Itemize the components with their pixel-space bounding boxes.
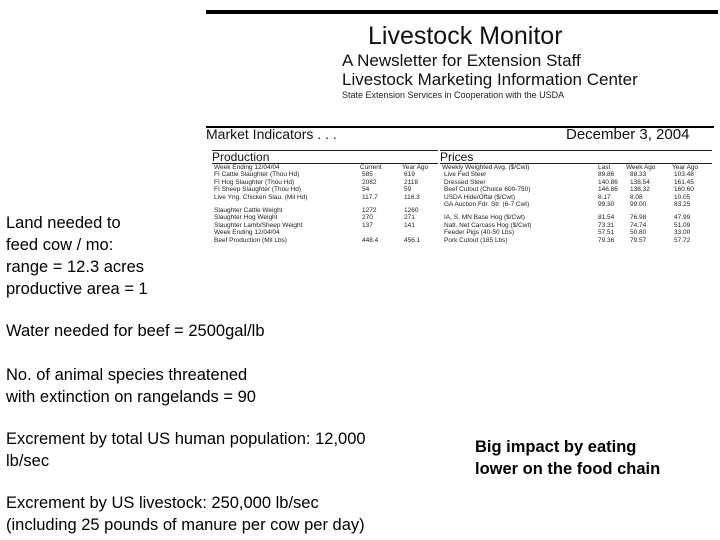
production-column-headers: Week Ending 12/04/04 Current Year Ago	[214, 164, 429, 171]
prices-row: Natl. Net Carcass Hog ($/Cwt) 73.31 74.74 51.09	[444, 221, 691, 229]
impact-line: lower on the food chain	[475, 460, 661, 478]
newsletter-date: December 3, 2004	[566, 126, 690, 143]
impact-line: Big impact by eating	[475, 438, 637, 456]
production-row: Beef Production (Mil Lbs) 448.4 456.1	[214, 236, 421, 244]
prices-table	[440, 150, 712, 278]
prices-row: Dressed Steer 140.86 138.54 161.45	[444, 178, 694, 186]
prices-column-headers: Weekly Weighted Avg. ($/Cwt) Last Week Ago Year Ago	[442, 164, 699, 171]
land-line: productive area = 1	[6, 280, 148, 298]
newsletter-center-name: Livestock Marketing Information Center	[342, 70, 638, 89]
species-line: No. of animal species threatened	[6, 366, 248, 384]
header-rule	[206, 10, 718, 14]
prices-row: Beef Cutout (Choice 600-750) 146.86 138.32 160.60	[444, 186, 694, 194]
big-impact-callout	[475, 436, 660, 480]
species-threatened-block	[6, 364, 256, 408]
prices-row: Feeder Pigs (40-50 Lbs) 57.51 50.80 33.00	[444, 229, 691, 237]
land-line: feed cow / mo:	[6, 236, 114, 254]
market-indicators-label: Market Indicators . . .	[206, 126, 337, 142]
prices-row: Pork Cutout (185 Lbs) 79.36 79.57 57.72	[444, 236, 691, 244]
prices-row: GA Auction Fdr. Str. (6-7 Cwt) 99.30 99.00 83.25	[444, 200, 691, 208]
prices-row: Live Fed Steer 89.86 88.33 103.48	[444, 171, 694, 179]
land-line: range = 12.3 acres	[6, 258, 145, 276]
species-line: with extinction on rangelands = 90	[6, 388, 256, 406]
human-excrement-block	[6, 428, 366, 472]
water-needed-text: Water needed for beef = 2500gal/lb	[6, 322, 265, 340]
production-row: FI Sheep Slaughter (Thou Hd) 54 59	[214, 186, 412, 194]
production-table	[212, 150, 438, 278]
newsletter-subtitle: A Newsletter for Extension Staff	[342, 51, 581, 70]
livestock-excrement-line: (including 25 pounds of manure per cow per day)	[6, 516, 365, 534]
production-section-label: Week Ending 12/04/04	[214, 229, 280, 237]
production-row: Slaughter Cattle Weight 1272 1260	[214, 206, 419, 214]
human-excrement-line: lb/sec	[6, 452, 50, 470]
production-row: FI Cattle Slaughter (Thou Hd) 585 619	[214, 171, 415, 179]
production-row: Slaughter Lamb/Sheep Weight 137 141	[214, 221, 415, 229]
production-row: FI Hog Slaughter (Thou Hd) 2082 2118	[214, 178, 418, 186]
livestock-excrement-line: Excrement by US livestock: 250,000 lb/sec	[6, 494, 319, 512]
human-excrement-line: Excrement by total US human population: 12,000	[6, 430, 366, 448]
newsletter-title: Livestock Monitor	[368, 22, 563, 50]
production-heading: Production	[212, 151, 438, 164]
production-row: Live Yng. Chicken Slau. (Mil Hd) 117.7 116.3	[214, 193, 420, 201]
land-line: Land needed to	[6, 214, 121, 232]
newsletter-clipping	[204, 8, 718, 278]
prices-row: IA, S. MN Base Hog ($/Cwt) 81.54 76.98 47.99	[444, 214, 691, 222]
production-row: Slaughter Hog Weight 270 271	[214, 214, 415, 222]
newsletter-cooperation-line: State Extension Services in Cooperation with the USDA	[342, 90, 565, 100]
prices-heading: Prices	[440, 151, 712, 164]
prices-row: USDA Hide/Offal ($/Cwt) 8.17 8.08 10.05	[444, 193, 691, 201]
land-needed-block	[6, 212, 148, 300]
livestock-excrement-block	[6, 492, 365, 536]
